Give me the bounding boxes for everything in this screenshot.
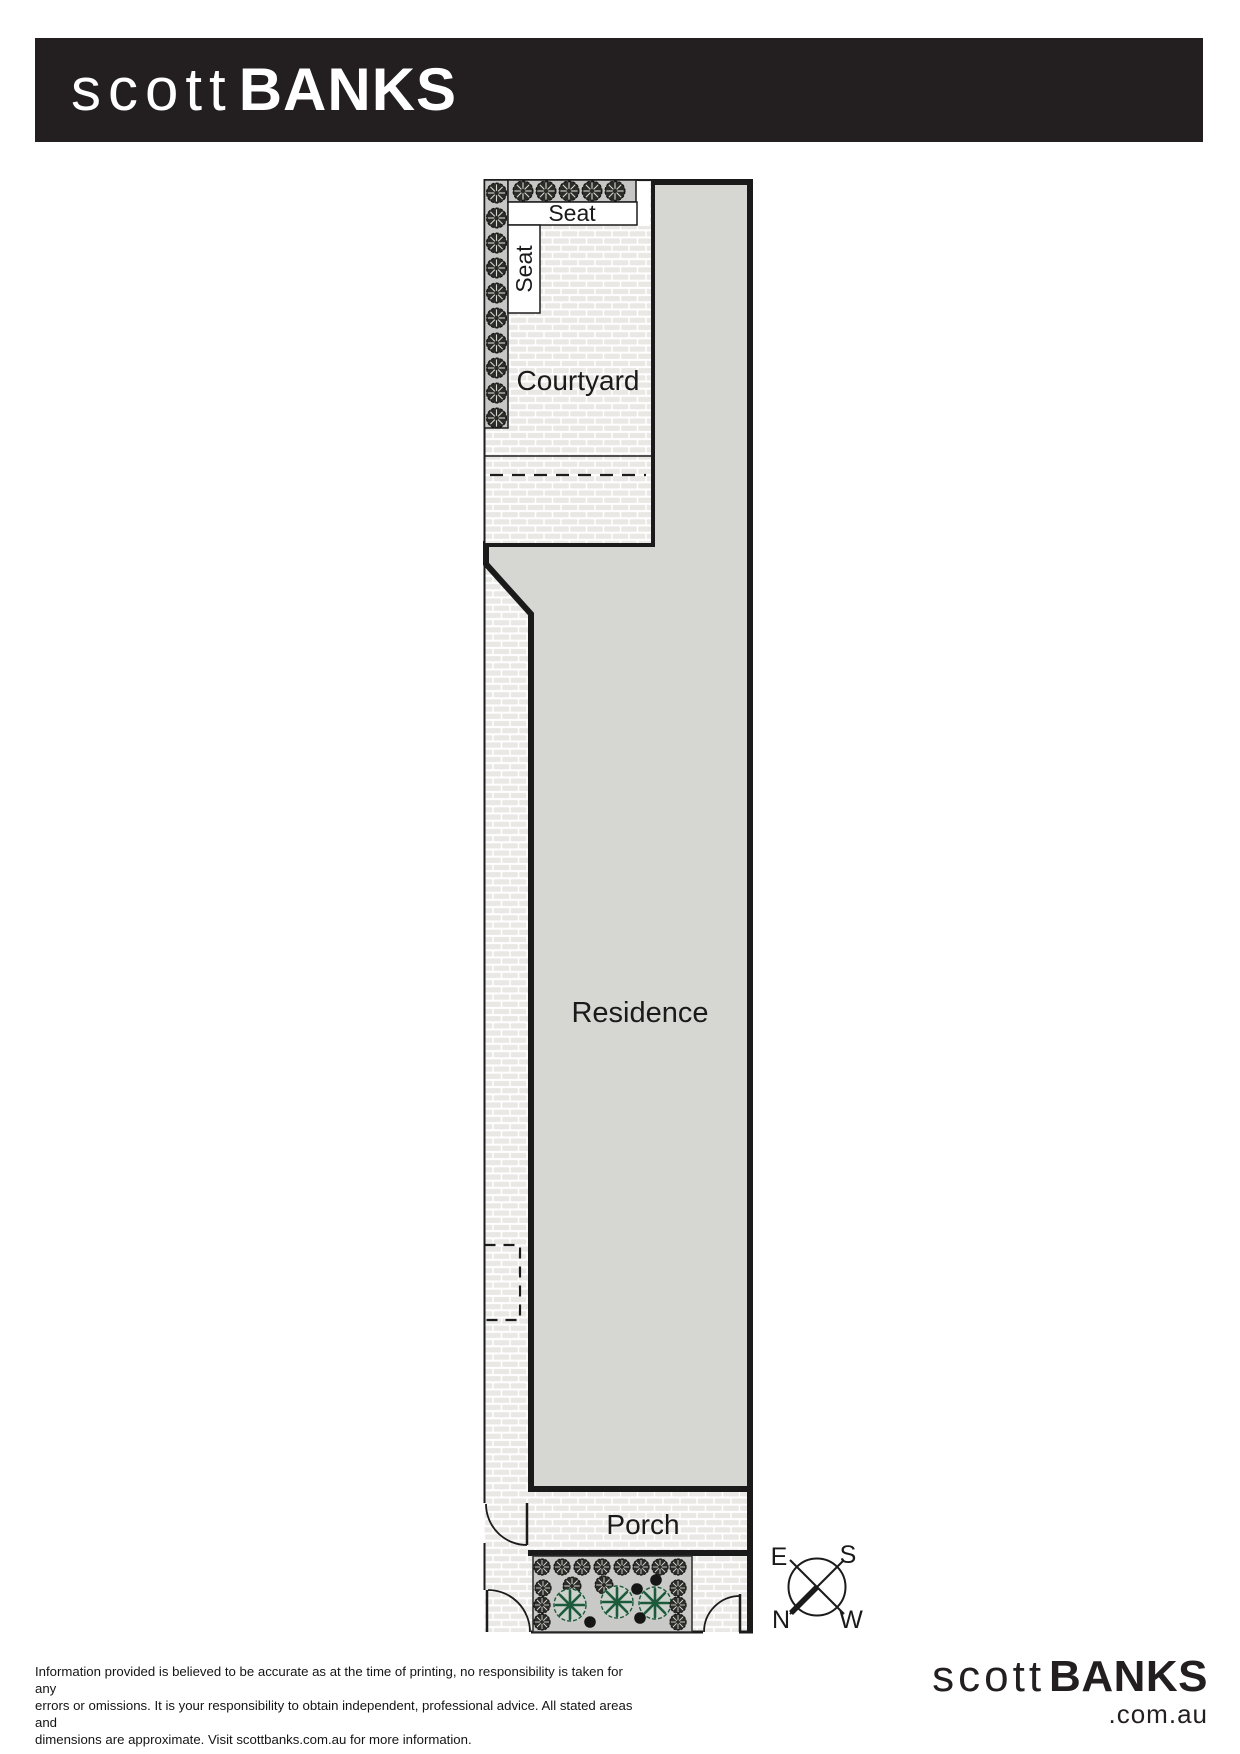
shrub-icon xyxy=(559,181,579,201)
compass-w-label: W xyxy=(839,1606,863,1634)
compass-icon xyxy=(771,1541,864,1634)
shrub-icon xyxy=(670,1597,686,1613)
disclaimer-line: errors or omissions. It is your responsibility to obtain independent, professional advice. All stated areas and xyxy=(35,1698,633,1730)
shrub-icon xyxy=(487,233,507,253)
shrub-icon xyxy=(614,1559,630,1575)
shrub-icon xyxy=(534,1614,550,1630)
shrub-icon xyxy=(536,181,556,201)
shrub-icon xyxy=(534,1559,550,1575)
footer-brand xyxy=(932,1652,1208,1701)
rear-paving xyxy=(692,1553,750,1632)
shrub-icon xyxy=(670,1614,686,1630)
footer-brand-bold: BANKS xyxy=(1049,1652,1208,1701)
courtyard-block xyxy=(485,180,653,544)
footer-disclaimer xyxy=(35,1663,635,1748)
compass-e-label: E xyxy=(770,1543,788,1571)
shrub-icon xyxy=(582,181,602,201)
tree-icon xyxy=(554,1589,586,1621)
shrub-icon xyxy=(574,1559,590,1575)
shrub-icon xyxy=(534,1597,550,1613)
shrub-icon xyxy=(652,1559,668,1575)
footer-logo xyxy=(932,1652,1208,1729)
garden-bed xyxy=(533,1556,692,1632)
shrub-icon xyxy=(633,1559,649,1575)
shrub-icon xyxy=(513,181,533,201)
brand-logo-light: scott xyxy=(71,56,233,123)
shrub-icon xyxy=(487,358,507,378)
footer-brand-light: scott xyxy=(932,1652,1046,1701)
shrub-icon xyxy=(487,283,507,303)
footer-brand-domain: .com.au xyxy=(1108,1699,1208,1729)
plant-dot-icon xyxy=(584,1616,596,1628)
shrub-icon xyxy=(487,208,507,228)
compass-n-label: N xyxy=(771,1606,791,1634)
tree-icon xyxy=(601,1586,633,1618)
plant-dot-icon xyxy=(631,1583,643,1595)
shrub-icon xyxy=(487,383,507,403)
shrub-icon xyxy=(594,1559,610,1575)
porch-label: Porch xyxy=(606,1509,680,1540)
shrub-icon xyxy=(670,1559,686,1575)
shrub-icon xyxy=(487,308,507,328)
shrub-icon xyxy=(554,1559,570,1575)
shrub-icon xyxy=(487,258,507,278)
seat-side-label: Seat xyxy=(511,245,537,293)
residence-label: Residence xyxy=(571,997,709,1029)
shrub-icon xyxy=(670,1580,686,1596)
plant-dot-icon xyxy=(650,1574,662,1586)
compass-s-label: S xyxy=(839,1541,857,1569)
shrub-icon xyxy=(487,183,507,203)
brand-logo-bold: BANKS xyxy=(238,56,458,123)
shrub-icon xyxy=(487,333,507,353)
shrub-icon xyxy=(535,1580,551,1596)
courtyard-label: Courtyard xyxy=(516,365,640,396)
shrub-icon xyxy=(487,408,507,428)
shrub-icon xyxy=(605,181,625,201)
planter-shrubs-top xyxy=(513,181,625,201)
seat-top-label: Seat xyxy=(548,200,596,226)
plant-dot-icon xyxy=(634,1612,646,1624)
disclaimer-line: Information provided is believed to be accurate as at the time of printing, no responsibility is taken for any xyxy=(35,1664,623,1696)
disclaimer-line: dimensions are approximate. Visit scottbanks.com.au for more information. xyxy=(35,1732,472,1747)
